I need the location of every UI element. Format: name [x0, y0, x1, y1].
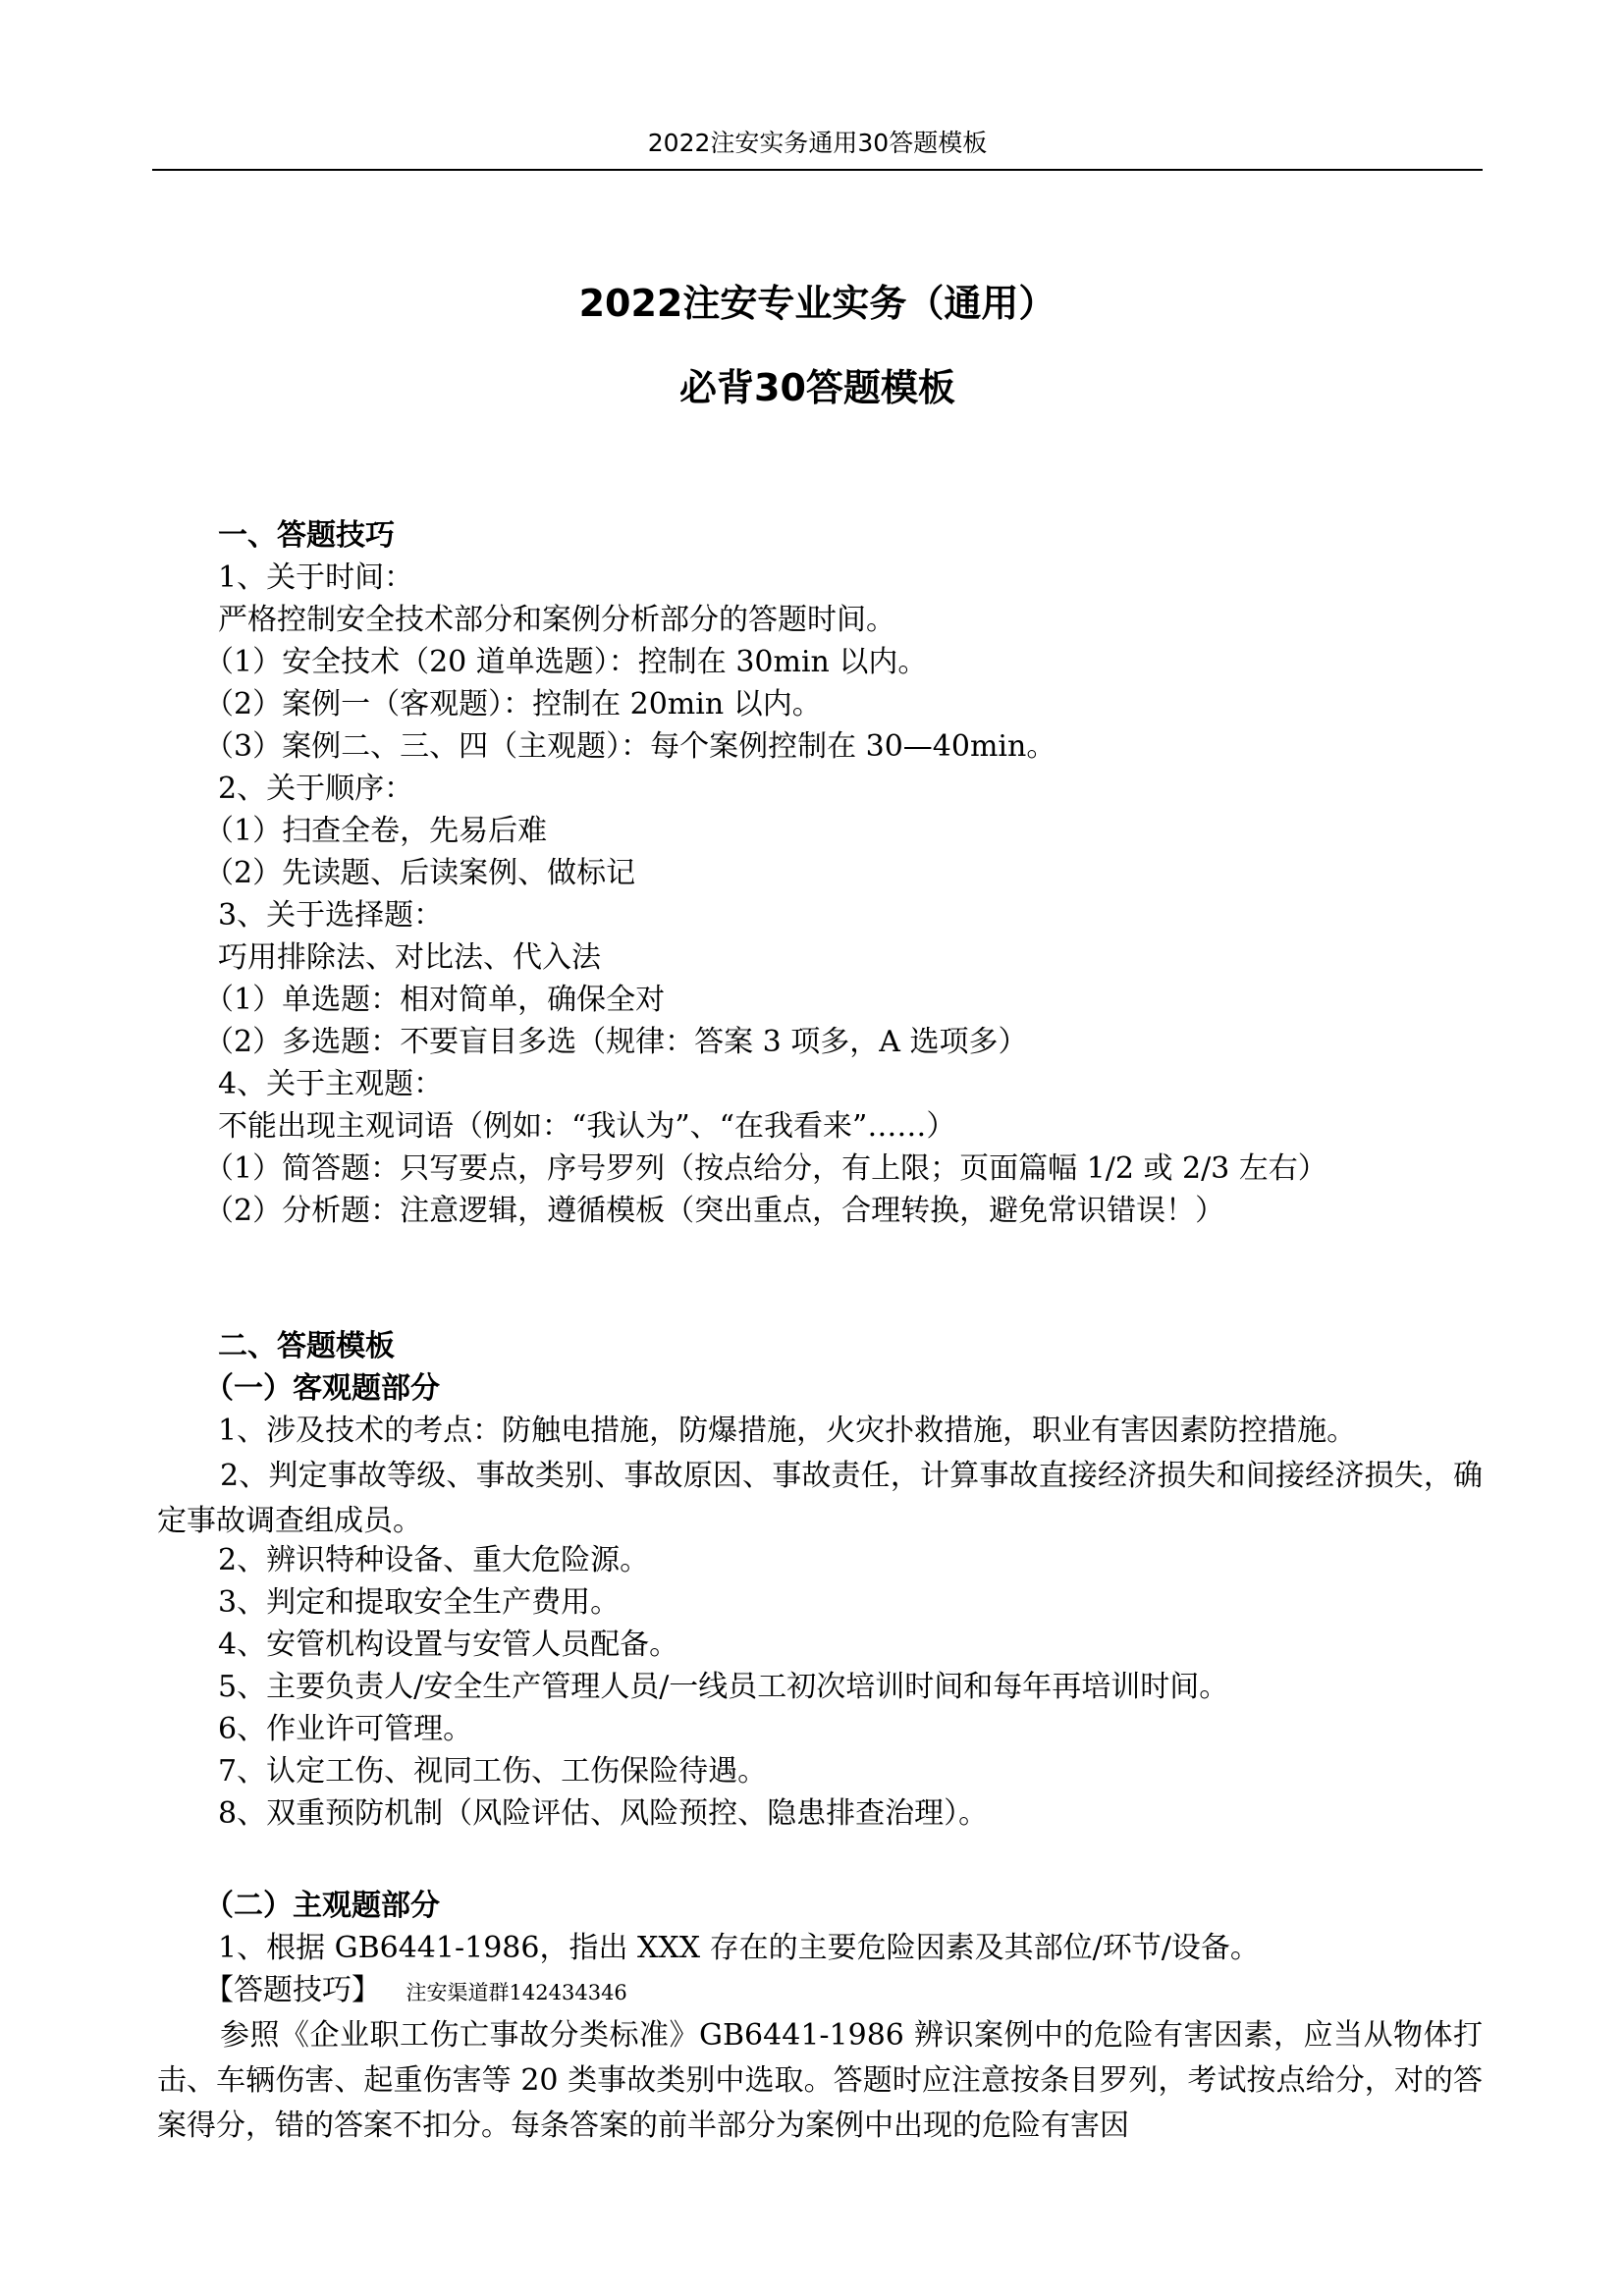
section1-heading: 一、答题技巧: [218, 518, 395, 553]
section1-line: （3）案例二、三、四（主观题）：每个案例控制在 30—40min。: [204, 729, 1056, 764]
objective-item: 3、判定和提取安全生产费用。: [218, 1585, 621, 1620]
objective-item: 4、安管机构设置与安管人员配备。: [218, 1628, 679, 1662]
section1-line: 不能出现主观词语（例如：“我认为”、“在我看来”……）: [218, 1109, 956, 1144]
section1-line: 2、关于顺序：: [218, 772, 414, 806]
section1-line: 4、关于主观题：: [218, 1067, 444, 1101]
answer-tip-label: 【答题技巧】: [204, 1973, 381, 2007]
section1-line: （2）多选题：不要盲目多选（规律：答案 3 项多，A 选项多）: [204, 1025, 1028, 1059]
answer-tip-line: [204, 1971, 627, 2012]
section1-line: （1）扫查全卷，先易后难: [204, 814, 548, 848]
section2-sub2-heading: （二）主观题部分: [204, 1889, 440, 1923]
section1-line: 3、关于选择题：: [218, 898, 444, 933]
section1-line: 巧用排除法、对比法、代入法: [218, 940, 601, 975]
section1-line: （2）分析题：注意逻辑，遵循模板（突出重点，合理转换，避免常识错误！）: [204, 1194, 1225, 1228]
objective-item: 6、作业许可管理。: [218, 1712, 473, 1746]
doc-title-line2: 必背30答题模板: [679, 366, 955, 409]
answer-tip-paragraph: 参照《企业职工伤亡事故分类标准》GB6441-1986 辨识案例中的危险有害因素，应当从物体打击、车辆伤害、起重伤害等 20 类事故类别中选取。答题时应注意按条目罗列，考试按点给分，对的答案得分，错的答案不扣分。每条答案的前半部分为案例中出现的危险有害因: [157, 2018, 1483, 2143]
header-rule: [152, 169, 1483, 171]
objective-item: 5、主要负责人/安全生产管理人员/一线员工初次培训时间和每年再培训时间。: [218, 1670, 1229, 1704]
section2-sub1-heading: （一）客观题部分: [204, 1371, 440, 1406]
objective-item: 1、涉及技术的考点：防触电措施，防爆措施，火灾扑救措施，职业有害因素防控措施。: [218, 1414, 1357, 1448]
doc-title-line1: 2022注安专业实务（通用）: [578, 282, 1056, 325]
section1-line: 1、关于时间：: [218, 561, 414, 595]
section1-line: （1）单选题：相对简单，确保全对: [204, 983, 666, 1017]
section1-line: 严格控制安全技术部分和案例分析部分的答题时间。: [218, 603, 895, 637]
section2-heading: 二、答题模板: [218, 1329, 395, 1363]
objective-item: 7、认定工伤、视同工伤、工伤保险待遇。: [218, 1754, 768, 1789]
objective-item: 8、双重预防机制（风险评估、风险预控、隐患排查治理）。: [218, 1796, 989, 1831]
section1-line: （2）案例一（客观题）：控制在 20min 以内。: [204, 687, 822, 721]
section1-line: （1）简答题：只写要点，序号罗列（按点给分，有上限；页面篇幅 1/2 或 2/3 左右）: [204, 1151, 1327, 1186]
answer-tip-note: 注安渠道群142434346: [406, 1981, 627, 2004]
objective-item: 2、判定事故等级、事故类别、事故原因、事故责任，计算事故直接经济损失和间接经济损失，确定事故调查组成员。: [157, 1459, 1483, 1538]
objective-item: 2、辨识特种设备、重大危险源。: [218, 1543, 650, 1577]
subjective-item: 1、根据 GB6441-1986，指出 XXX 存在的主要危险因素及其部位/环节/设备。: [218, 1931, 1260, 1965]
page-header: 2022注安实务通用30答题模板: [647, 129, 988, 157]
section1-line: （2）先读题、后读案例、做标记: [204, 856, 636, 890]
section1-line: （1）安全技术（20 道单选题）：控制在 30min 以内。: [204, 645, 928, 679]
